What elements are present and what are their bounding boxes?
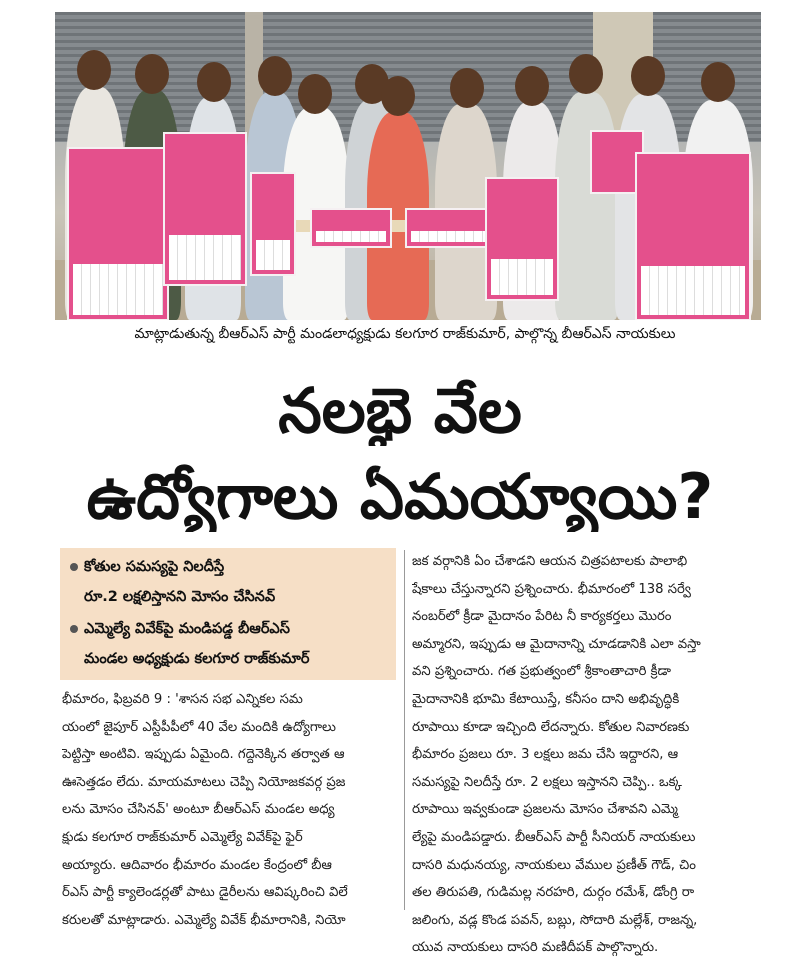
body-line: ల్యేపై మండిపడ్డారు. బీఆర్ఎస్ పార్టీ సీనియర్ నాయకులు	[412, 829, 696, 845]
body-line: ర్ఎస్ పార్టీ క్యాలెండర్లతో పాటు డైరీలను ఆవిష్కరించి విలే	[62, 885, 348, 901]
person	[555, 92, 619, 320]
column-divider	[404, 550, 405, 910]
calendar	[250, 172, 296, 276]
body-line: నంబర్‌లో క్రీడా మైదానం పేరిట నీ కార్యకర్తలు మొరం	[412, 609, 672, 625]
calendar-grid	[411, 231, 485, 242]
body-line: తల తిరుపతి, గుడిమల్ల నరహరి, దుర్గం రమేశ్, డోంగ్రి రా	[412, 885, 695, 901]
body-line: పెట్టిస్తా అంటివి. ఇప్పుడు ఏమైంది. గద్దెనెక్కిన తర్వాత ఆ	[62, 747, 345, 763]
bullet-icon	[70, 625, 78, 633]
body-line: మైదానానికి భూమి కేటాయిస్తే, కనీసం దాని అభివృద్ధికి	[412, 691, 680, 707]
calendar	[310, 208, 392, 248]
body-line: లను మోసం చేసినవ్' అంటూ బీఆర్ఎస్ మండల అధ్య	[62, 802, 335, 818]
person-head	[381, 76, 415, 116]
calendar	[635, 152, 751, 320]
person-head	[515, 66, 549, 106]
person-head	[135, 54, 169, 94]
person-head	[631, 56, 665, 96]
highlights-box	[60, 548, 396, 680]
body-line: జక వర్గానికి ఏం చేశాడని ఆయన చిత్రపటాలకు పాలాభి	[412, 554, 688, 569]
person-head	[298, 74, 332, 114]
person-head	[569, 54, 603, 94]
body-line: షేకాలు చేస్తున్నారని ప్రశ్నించారు. భీమారంలో 138 సర్వే	[412, 581, 691, 597]
calendar-grid	[316, 231, 386, 242]
calendar-grid	[73, 264, 163, 315]
body-line: రూపాయి కూడా ఇచ్చింది లేదన్నారు. కోతుల నివారణకు	[412, 719, 690, 735]
body-column-left	[62, 686, 398, 934]
news-photo	[55, 12, 761, 320]
headline-line-1: నలభై వేల	[278, 376, 522, 446]
person-head	[258, 56, 292, 96]
body-line: క్షుడు కలగూర రాజ్‌కుమార్ ఎమ్మెల్యే వివేక్‌పై ఫైర్	[62, 829, 303, 845]
body-column-right	[412, 548, 762, 962]
body-line: భీమారం, ఫిబ్రవరి 9 : 'శాసన సభ ఎన్నికల సమ	[62, 692, 303, 707]
body-line: ఊసెత్తడం లేదు. మాయమాటలు చెప్పి నియోజకవర్గ ప్రజ	[62, 774, 346, 790]
bullet-icon	[70, 563, 78, 571]
highlight-item-cont: రూ.2 లక్షలిస్తానని మోసం చేసినవ్	[84, 589, 276, 605]
headline-line-2: ఉద్యోగాలు ఏమయ్యాయి?	[86, 462, 714, 532]
calendar-grid	[256, 240, 290, 270]
person-head	[77, 50, 111, 90]
highlight-text: కోతుల సమస్యపై నిలదీస్తే	[84, 559, 225, 575]
highlight-text: ఎమ్మెల్యే వివేక్‌పై మండిపడ్డ బీఆర్ఎస్	[84, 621, 290, 637]
body-line: భీమారం ప్రజలు రూ. 3 లక్షలు జమ చేసి ఇద్దారని, ఆ	[412, 747, 679, 763]
body-line: జలింగు, వడ్ల కొండ పవన్, బబ్లు, సోదారి మల్లేశ్, రాజన్న,	[412, 912, 698, 928]
calendar-grid	[491, 259, 553, 295]
highlight-item	[70, 552, 390, 582]
person-head	[450, 68, 484, 108]
body-line: యువ నాయకులు దాసరి మణిదీపక్ పాల్గొన్నారు.	[412, 940, 659, 956]
person-head	[197, 62, 231, 102]
photo-caption: మాట్లాడుతున్న బీఆర్ఎస్ పార్టీ మండలాధ్యక్షుడు కలగూర రాజ్‌కుమార్, పాల్గొన్న బీఆర్ఎస్ నాయకులు	[134, 326, 676, 342]
calendar	[67, 147, 169, 320]
body-line: రూపాయి ఇవ్వకుండా ప్రజలను మోసం చేశావని ఎమ్మె	[412, 802, 678, 818]
highlight-item	[70, 614, 390, 644]
body-line: అయ్యారు. ఆదివారం భీమారం మండల కేంద్రంలో బీఆ	[62, 857, 332, 873]
calendar	[485, 177, 559, 301]
body-line: సమస్యపై నిలదీస్తే రూ. 2 లక్షలు ఇస్తానని చెప్పి.. ఒక్క	[412, 774, 682, 790]
body-line: దాసరి మధునయ్య, నాయకులు వేముల ప్రణీత్ గౌడ్, చిం	[412, 857, 696, 873]
calendar	[405, 208, 491, 248]
calendar-grid	[641, 266, 745, 316]
calendar-grid	[169, 235, 241, 280]
calendar	[163, 132, 247, 286]
body-line: కరులతో మాట్లాడారు. ఎమ్మెల్యే వివేక్ భీమారానికి, నియో	[62, 912, 346, 928]
body-line: అమ్మారని, ఇప్పుడు ఆ మైదానాన్ని చూడడానికి ఎలా వస్తా	[412, 636, 701, 652]
highlight-item-cont: మండల అధ్యక్షుడు కలగూర రాజ్‌కుమార్	[84, 651, 310, 667]
person-head	[701, 62, 735, 102]
body-line: వని ప్రశ్నించారు. గత ప్రభుత్వంలో శ్రీకాంతాచారి క్రీడా	[412, 664, 671, 680]
body-line: యంలో జైపూర్ ఎస్టీపీపీలో 40 వేల మందికి ఉద్యోగాలు	[62, 719, 336, 735]
